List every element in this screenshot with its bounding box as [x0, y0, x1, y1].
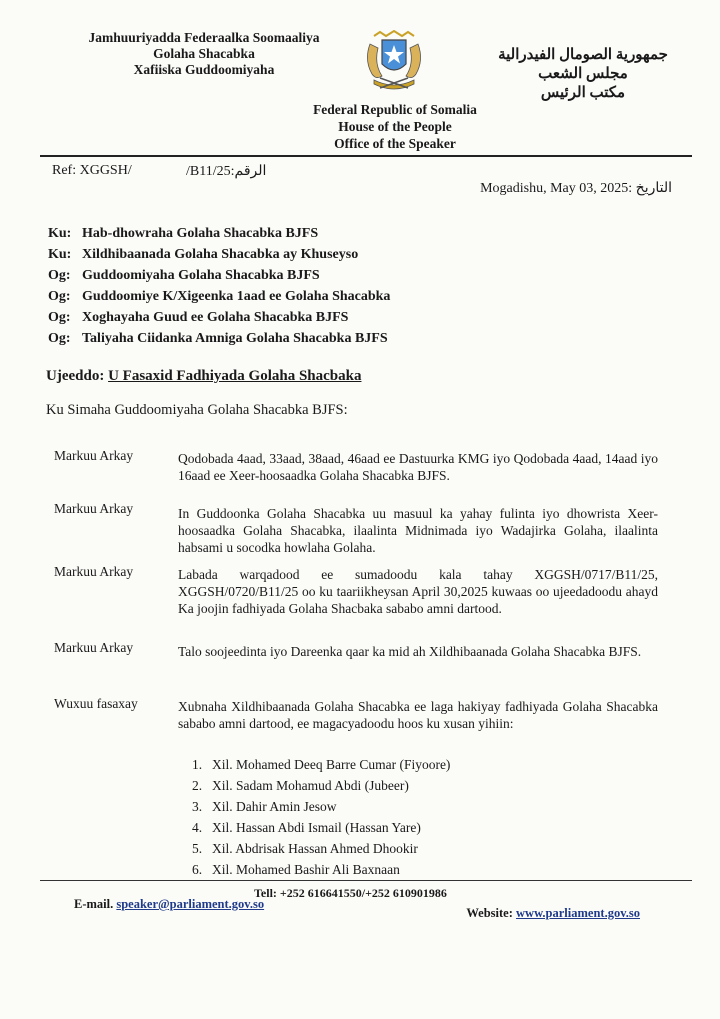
header-left-line-1: Jamhuuriyadda Federaalka Soomaaliya: [88, 30, 320, 45]
header-center-line-1: Federal Republic of Somalia: [313, 102, 477, 117]
section-label: Markuu Arkay: [54, 448, 134, 463]
addressee-text: Hab-dhowraha Golaha Shacabka BJFS: [82, 226, 319, 241]
footer-website: [466, 906, 640, 921]
header-right-line-2: مجلس الشعب: [538, 66, 628, 82]
section-text: In Guddoonka Golaha Shacabka uu masuul ka yahay fulinta iyo dhowrista Xeer-hoosaadka Golaha Shacabka, ilaalinta Midnimada iyo Wadajirka Golaha, ilaalinta habsami u socodka howlaha Golaha.: [178, 506, 658, 555]
subject-label: Ujeeddo:: [46, 368, 105, 384]
intro-line: Ku Simaha Guddoomiyaha Golaha Shacabka BJFS:: [46, 402, 348, 418]
header-left-line-3: Xafiiska Guddoomiyaha: [133, 62, 275, 77]
header-right-line-1: جمهورية الصومال الفيدرالية: [498, 47, 668, 63]
addressee-5: [48, 310, 348, 326]
member-name: Xil. Mohamed Bashir Ali Baxnaan: [212, 862, 400, 877]
addressee-text: Guddoomiye K/Xigeenka 1aad ee Golaha Shacabka: [82, 289, 391, 304]
list-item: [192, 838, 450, 859]
header-english: [300, 101, 490, 152]
email-label: E-mail.: [74, 897, 114, 911]
member-name: Xil. Dahir Amin Jesow: [212, 799, 337, 814]
website-link[interactable]: www.parliament.gov.so: [516, 906, 640, 920]
somalia-coat-of-arms-icon: [360, 30, 428, 94]
section-text: Xubnaha Xildhibaanada Golaha Shacabka ee laga hakiyay fadhiyada Golaha Shacabka sababo amni dartood, ee magacyadoodu hoos ku xusan yihiin:: [178, 699, 658, 731]
section-text: Talo soojeedinta iyo Dareenka qaar ka mid ah Xildhibaanada Golaha Shacabka BJFS.: [178, 644, 642, 659]
footer-email: [74, 897, 264, 912]
addressee-key: Og:: [48, 331, 71, 346]
list-item: [192, 796, 450, 817]
footer-telephone: Tell: +252 616641550/+252 610901986: [254, 886, 447, 900]
addressee-text: Xoghayaha Guud ee Golaha Shacabka BJFS: [82, 310, 349, 325]
footer-divider: [40, 880, 692, 881]
header-right-line-3: مكتب الرئيس: [540, 85, 626, 101]
header-center-line-2: House of the People: [338, 119, 452, 134]
member-name: Xil. Mohamed Deeq Barre Cumar (Fiyoore): [212, 757, 451, 772]
addressee-text: Taliyaha Ciidanka Amniga Golaha Shacabka BJFS: [82, 331, 388, 346]
addressee-key: Ku:: [48, 226, 72, 241]
addressee-3: [48, 268, 320, 284]
list-number: 4.: [192, 820, 203, 835]
header-somali: [88, 30, 320, 78]
section-text: Labada warqadood ee sumadoodu kala tahay XGGSH/0717/B11/25, XGGSH/0720/B11/25 oo ku taariikheysan April 30,2025 kuwaas oo ujeedadoodu ahayd Ka joojin fadhiyada Golaha Shacbaka sababo amni dartood.: [178, 567, 658, 616]
reference-suffix: /B11/25:الرقم: [186, 164, 267, 179]
addressee-6: [48, 331, 388, 347]
list-number: 5.: [192, 841, 203, 856]
subject-line: [46, 368, 361, 385]
section-label: Markuu Arkay: [54, 501, 134, 516]
header-arabic: [498, 46, 668, 103]
list-item: [192, 775, 450, 796]
letter-date: Mogadishu, May 03, 2025: التاريخ: [480, 181, 672, 196]
member-name: Xil. Sadam Mohamud Abdi (Jubeer): [212, 778, 409, 793]
addressee-key: Ku:: [48, 247, 72, 262]
section-label: Wuxuu fasaxay: [54, 696, 138, 711]
member-name: Xil. Hassan Abdi Ismail (Hassan Yare): [212, 820, 421, 835]
addressee-1: [48, 226, 318, 242]
list-number: 6.: [192, 862, 203, 877]
addressee-4: [48, 289, 390, 305]
list-item: [192, 817, 450, 838]
addressee-key: Og:: [48, 268, 71, 283]
email-link[interactable]: speaker@parliament.gov.so: [116, 897, 265, 911]
website-label: Website:: [466, 906, 513, 920]
addressee-text: Xildhibaanada Golaha Shacabka ay Khuseyso: [82, 247, 359, 262]
addressee-2: [48, 247, 358, 263]
header-left-line-2: Golaha Shacabka: [153, 46, 255, 61]
list-number: 1.: [192, 757, 203, 772]
header-center-line-3: Office of the Speaker: [334, 136, 456, 151]
reference-number: Ref: XGGSH/: [52, 163, 132, 178]
addressee-text: Guddoomiyaha Golaha Shacabka BJFS: [82, 268, 320, 283]
list-item: [192, 754, 450, 775]
list-item: [192, 859, 450, 880]
section-text: Qodobada 4aad, 33aad, 38aad, 46aad ee Dastuurka KMG iyo Qodobada 4aad, 14aad iyo 16aad ee Xeer-hoosaadka Golaha Shacabka BJFS.: [178, 451, 658, 483]
member-name: Xil. Abdrisak Hassan Ahmed Dhookir: [212, 841, 418, 856]
addressee-key: Og:: [48, 289, 71, 304]
list-number: 3.: [192, 799, 203, 814]
subject-text: U Fasaxid Fadhiyada Golaha Shacbaka: [108, 368, 362, 384]
members-list: [192, 754, 450, 880]
header-divider: [40, 155, 692, 157]
section-label: Markuu Arkay: [54, 640, 134, 655]
addressee-key: Og:: [48, 310, 71, 325]
list-number: 2.: [192, 778, 203, 793]
section-label: Markuu Arkay: [54, 564, 134, 579]
